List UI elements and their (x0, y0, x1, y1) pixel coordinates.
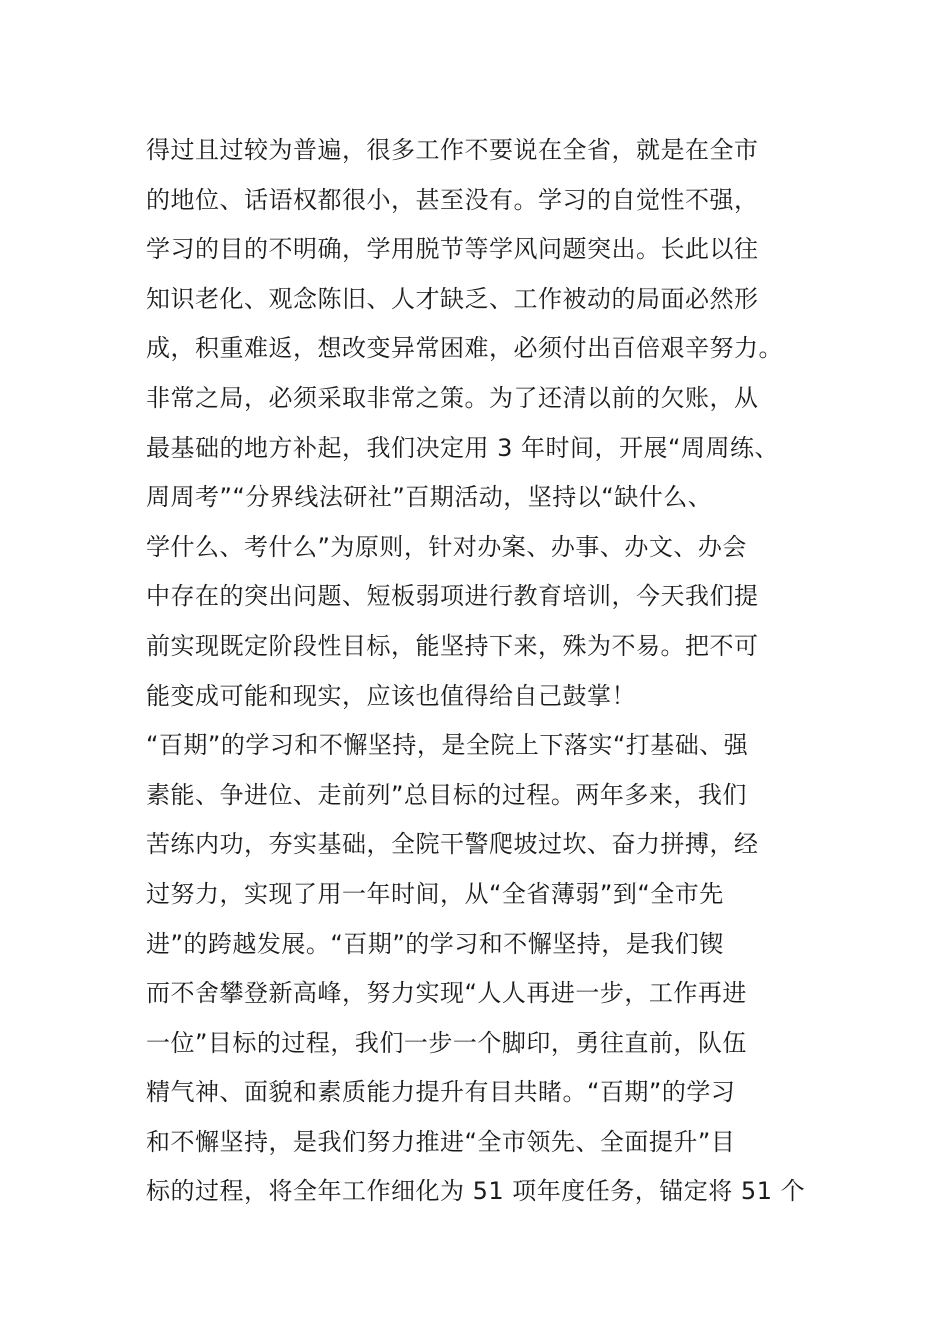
text-line: 前实现既定阶段性目标，能坚持下来，殊为不易。把不可 (146, 631, 759, 660)
text-line: 和不懈坚持，是我们努力推进“全市领先、全面提升”目 (146, 1127, 736, 1156)
text-line: 苦练内功，夯实基础，全院干警爬坡过坎、奋力拼搏，经 (146, 830, 759, 859)
text-line: 最基础的地方补起，我们决定用 3 年时间，开展“周周练、 (146, 433, 779, 462)
text-line: 中存在的突出问题、短板弱项进行教育培训，今天我们提 (146, 582, 759, 611)
text-line: “百期”的学习和不懈坚持，是全院上下落实“打基础、强 (146, 731, 749, 760)
text-line: 得过且过较为普遍，很多工作不要说在全省，就是在全市 (146, 136, 759, 164)
text-line: 一位”目标的过程，我们一步一个脚印，勇往直前，队伍 (146, 1028, 747, 1057)
text-line: 非常之局，必须采取非常之策。为了还清以前的欠账，从 (146, 383, 759, 412)
text-line: 能变成可能和现实，应该也值得给自己鼓掌！ (146, 681, 636, 710)
text-line: 的地位、话语权都很小，甚至没有。学习的自觉性不强， (146, 185, 759, 214)
text-line: 学什么、考什么”为原则，针对办案、办事、办文、办会 (146, 532, 747, 561)
text-line: 学习的目的不明确，学用脱节等学风问题突出。长此以往 (146, 235, 759, 264)
text-line: 进”的跨越发展。“百期”的学习和不懈坚持，是我们锲 (146, 929, 724, 958)
text-line: 精气神、面貌和素质能力提升有目共睹。“百期”的学习 (146, 1078, 736, 1107)
text-line: 成，积重难返，想改变异常困难，必须付出百倍艰辛努力。 (146, 334, 783, 363)
text-line: 知识老化、观念陈旧、人才缺乏、工作被动的局面必然形 (146, 284, 759, 313)
body-text (146, 126, 808, 1217)
text-line: 过努力，实现了用一年时间，从“全省薄弱”到“全市先 (146, 879, 724, 908)
text-line: 素能、争进位、走前列”总目标的过程。两年多来，我们 (146, 780, 747, 809)
text-line: 标的过程，将全年工作细化为 51 项年度任务，锚定将 51 个 (146, 1177, 806, 1206)
text-line: 而不舍攀登新高峰，努力实现“人人再进一步，工作再进 (146, 979, 747, 1008)
text-line: 周周考”“分界线法研社”百期活动，坚持以“缺什么、 (146, 483, 713, 512)
